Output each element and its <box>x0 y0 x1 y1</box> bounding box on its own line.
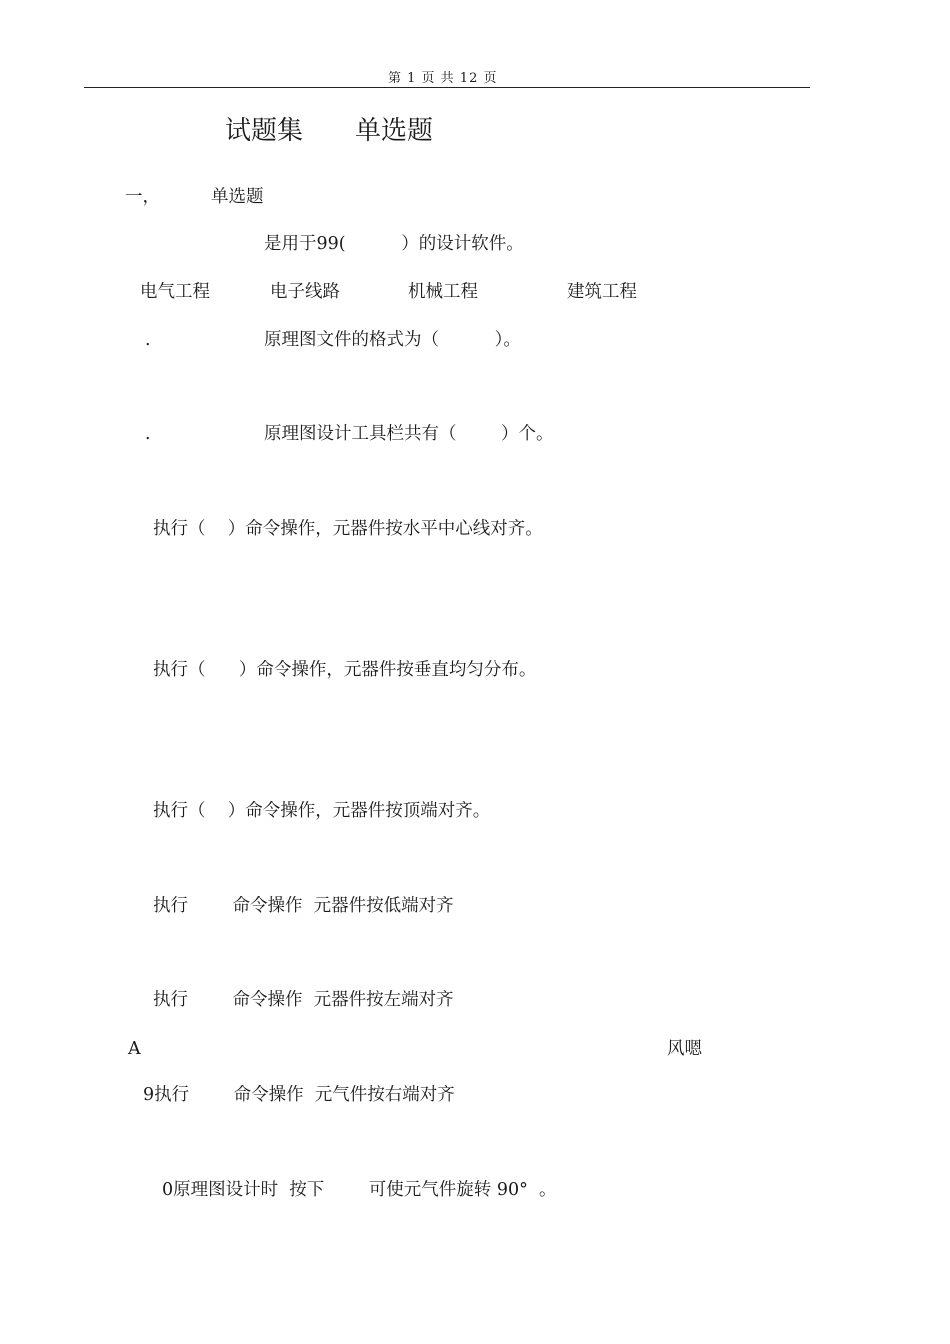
section-number: 一， <box>125 187 160 207</box>
question-marker: . <box>145 330 151 350</box>
option-text: 电气工程 <box>140 282 210 302</box>
question-text: 执行 命令操作 元器件按低端对齐 <box>153 896 454 916</box>
option-text: 电子线路 <box>270 282 340 302</box>
option-text: 机械工程 <box>408 282 478 302</box>
question-text: 9执行 命令操作 元气件按右端对齐 <box>143 1085 455 1105</box>
question-text: 0原理图设计时 按下 可使元气件旋转 90° 。 <box>162 1180 557 1200</box>
title-left: 试题集 <box>225 116 304 146</box>
stray-text: 风嗯 <box>667 1039 702 1059</box>
option-text: 建筑工程 <box>567 282 637 302</box>
question-text: 执行 命令操作 元器件按左端对齐 <box>153 990 454 1010</box>
page-indicator: 第 1 页 共 12 页 <box>388 71 498 86</box>
question-text: 原理图文件的格式为（ ）。 <box>264 330 521 350</box>
question-marker: . <box>145 424 151 444</box>
question-text: 执行（ ）命令操作，元器件按水平中心线对齐。 <box>153 519 543 539</box>
option-a-label: A <box>128 1039 141 1059</box>
question-1-text: 是用于99( ）的设计软件。 <box>264 234 524 254</box>
question-text: 执行（ ）命令操作，元器件按顶端对齐。 <box>153 801 491 821</box>
section-label: 单选题 <box>211 187 264 207</box>
question-text: 原理图设计工具栏共有（ ）个。 <box>264 424 554 444</box>
header-rule <box>84 87 810 88</box>
title-right: 单选题 <box>355 116 434 146</box>
question-text: 执行（ ）命令操作，元器件按垂直均匀分布。 <box>153 660 537 680</box>
